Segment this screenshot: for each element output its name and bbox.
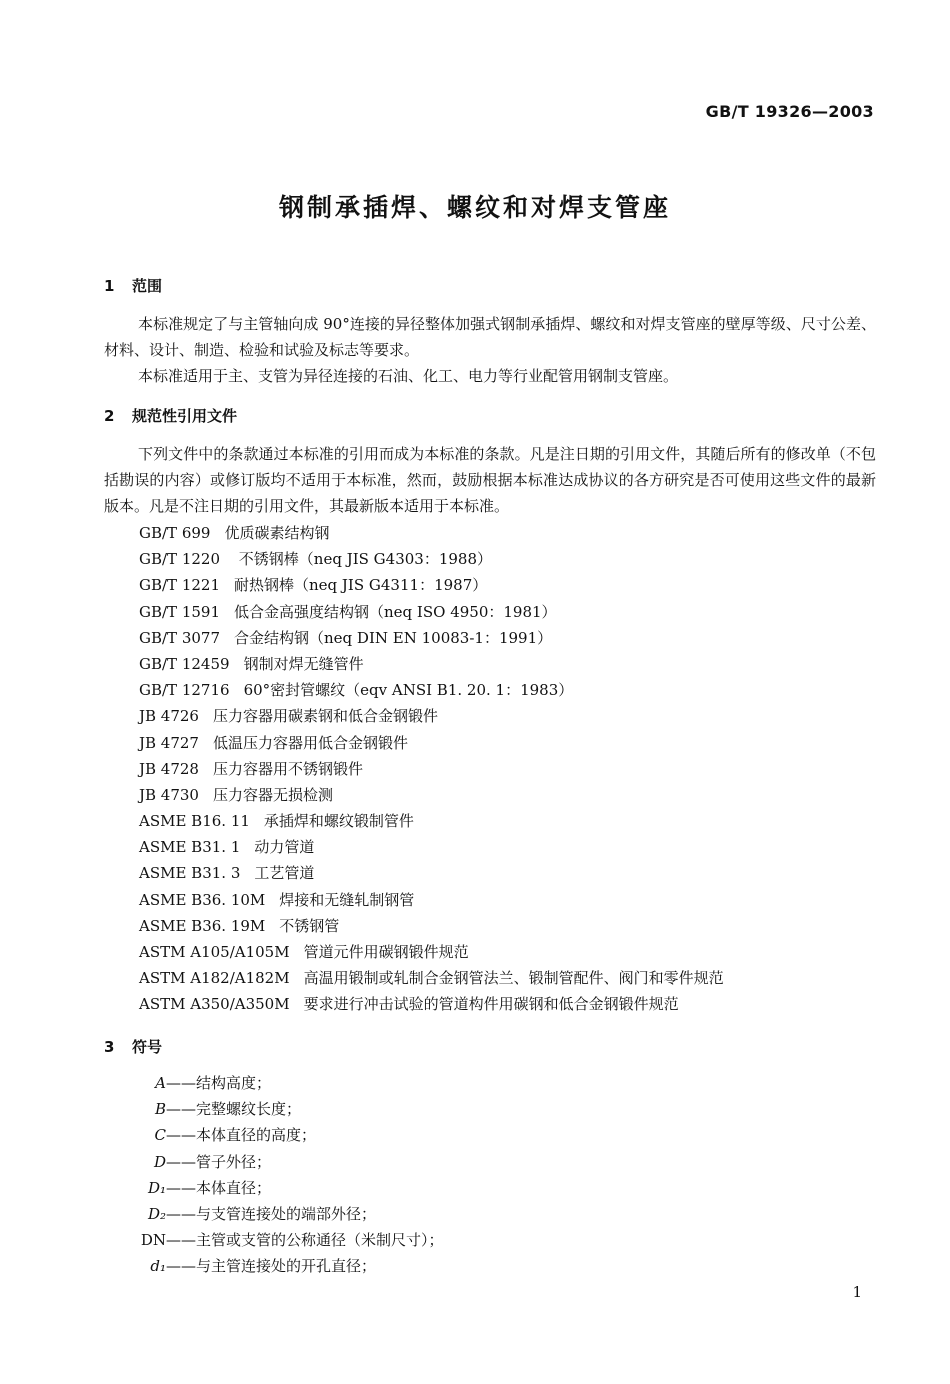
- section-title: 范围: [132, 277, 163, 295]
- reference-item: GB/T 12716 60°密封管螺纹（eqv ANSI B1. 20. 1：1983）: [139, 681, 574, 700]
- section-2-heading: [104, 405, 237, 426]
- section-title: 规范性引用文件: [132, 407, 238, 425]
- symbol-definition: ——完整螺纹长度；: [166, 1100, 302, 1119]
- reference-item: JB 4727 低温压力容器用低合金钢锻件: [139, 733, 408, 752]
- reference-item: ASME B36. 19M 不锈钢管: [139, 916, 340, 935]
- section-3-heading: [104, 1036, 162, 1057]
- page-number: 1: [852, 1283, 862, 1301]
- reference-item: ASTM A350/A350M 要求进行冲击试验的管道构件用碳钢和低合金钢锻件规范: [139, 995, 679, 1014]
- standard-number: GB/T 19326—2003: [705, 102, 874, 121]
- reference-item: ASME B31. 3 工艺管道: [139, 864, 315, 883]
- reference-item: ASTM A105/A105M 管道元件用碳钢锻件规范: [139, 943, 469, 961]
- reference-item: GB/T 1221 耐热钢棒（neq JIS G4311：1987）: [139, 576, 488, 595]
- reference-item: GB/T 3077 合金结构钢（neq DIN EN 10083-1：1991）: [139, 628, 553, 647]
- symbol-definition: ——管子外径；: [166, 1152, 272, 1171]
- symbol: A: [155, 1074, 166, 1092]
- reference-item: ASTM A182/A182M 高温用锻制或轧制合金钢管法兰、锻制管配件、阀门和零件规范: [139, 969, 724, 988]
- reference-item: JB 4730 压力容器无损检测: [139, 785, 333, 804]
- reference-item: GB/T 12459 钢制对焊无缝管件: [139, 654, 364, 673]
- reference-item: GB/T 699 优质碳素结构钢: [139, 524, 330, 542]
- scope-paragraph-1: 本标准规定了与主管轴向成 90°连接的异径整体加强式钢制承插焊、螺纹和对焊支管座的壁厚等级、尺寸公差、材料、设计、制造、检验和试验及标志等要求。: [104, 315, 876, 359]
- section-number: 1: [104, 277, 115, 295]
- symbol-definition: ——主管或支管的公称通径（米制尺寸）；: [166, 1231, 444, 1250]
- reference-item: GB/T 1591 低合金高强度结构钢（neq ISO 4950：1981）: [139, 602, 557, 621]
- reference-item: GB/T 1220 不锈钢棒（neq JIS G4303：1988）: [139, 550, 493, 569]
- symbol: D₂: [147, 1204, 166, 1223]
- section-number: 3: [104, 1038, 115, 1056]
- reference-item: ASME B16. 11 承插焊和螺纹锻制管件: [139, 812, 414, 831]
- reference-item: ASME B36. 10M 焊接和无缝轧制钢管: [139, 890, 415, 909]
- reference-item: JB 4728 压力容器用不锈钢锻件: [139, 759, 363, 778]
- symbol-definition: ——本体直径；: [166, 1178, 272, 1197]
- symbol: D₁: [147, 1178, 166, 1197]
- symbol: DN: [140, 1231, 166, 1250]
- reference-item: ASME B31. 1 动力管道: [139, 838, 315, 857]
- symbol-definition: ——结构高度；: [166, 1074, 272, 1092]
- symbol-definition: ——与支管连接处的端部外径；: [166, 1204, 377, 1223]
- section-number: 2: [104, 407, 115, 425]
- section-1-heading: [104, 275, 162, 296]
- symbol: C: [154, 1126, 166, 1145]
- reference-list: [139, 520, 724, 1018]
- symbol: B: [154, 1100, 166, 1119]
- references-intro-paragraph: 下列文件中的条款通过本标准的引用而成为本标准的条款。凡是注日期的引用文件，其随后所有的修改单（不包括勘误的内容）或修订版均不适用于本标准，然而，鼓励根据本标准达成协议的各方研究是否可使用这些文件的最新版本。凡是不注日期的引用文件，其最新版本适用于本标准。: [104, 445, 876, 515]
- symbol-definition: ——本体直径的高度；: [166, 1126, 317, 1145]
- reference-item: JB 4726 压力容器用碳素钢和低合金钢锻件: [139, 707, 438, 726]
- symbol: d₁: [150, 1257, 166, 1276]
- section-title: 符号: [132, 1038, 163, 1056]
- symbol: D: [153, 1152, 166, 1171]
- symbol-definition: ——与主管连接处的开孔直径；: [166, 1257, 377, 1276]
- scope-paragraph-2: 本标准适用于主、支管为异径连接的石油、化工、电力等行业配管用钢制支管座。: [138, 367, 679, 385]
- document-title: 钢制承插焊、螺纹和对焊支管座: [278, 193, 671, 222]
